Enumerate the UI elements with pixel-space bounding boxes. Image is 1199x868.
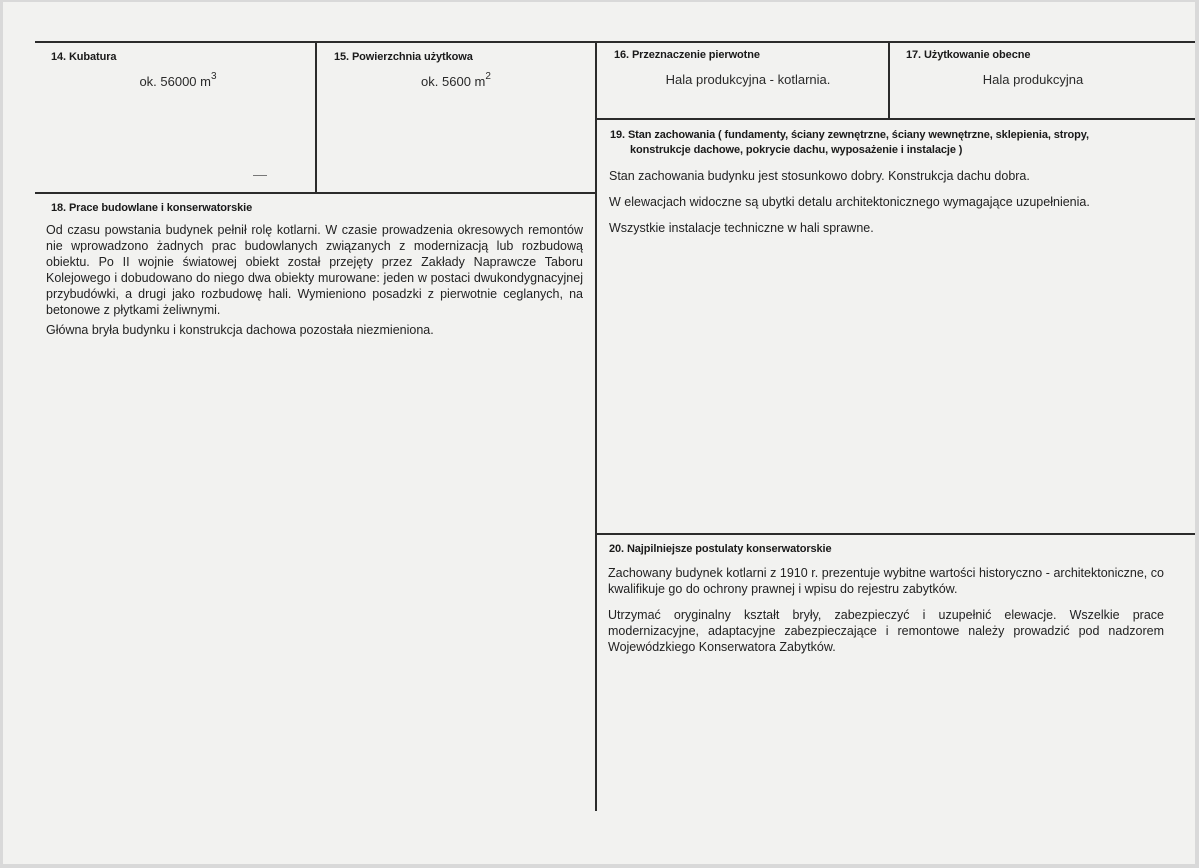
kubatura-unit-exp: 3 bbox=[210, 71, 217, 82]
top-rule bbox=[35, 41, 1195, 43]
field-15-value bbox=[341, 71, 571, 89]
field-14-label: 14. Kubatura bbox=[51, 51, 117, 63]
field-16-label: 16. Przeznaczenie pierwotne bbox=[614, 49, 760, 61]
field-18-label: 18. Prace budowlane i konserwatorskie bbox=[51, 202, 253, 214]
field-18-text: Od czasu powstania budynek pełnił rolę kotlarni. W czasie prowadzenia okresowych remontów nie wprowadzono żadnych prac budowlanych związanych z modernizacją lub rozbudową obiektu. Po II wojnie światowej obiekt został przejęty przez Zakłady Naprawcze Taboru Kolejowego i dobudowano do niego dwa obiekty murowane: jeden w postaci dwukondygnacyjnej przybudówki, a drugi jako rozbudowę hali. Wymieniono posadzki z pierwotnie ceglanych, na betonowe z płytkami żeliwnymi. bbox=[46, 223, 583, 317]
field-19-p1: Stan zachowania budynku jest stosunkowo dobry. Konstrukcja dachu dobra. bbox=[609, 169, 1030, 183]
field-17-value: Hala produkcyjna bbox=[982, 72, 1084, 87]
powierzchnia-number: ok. 5600 m bbox=[421, 74, 486, 89]
field-19-label-line2: konstrukcje dachowe, pokrycie dachu, wyposażenie i instalacje ) bbox=[630, 144, 963, 156]
rule-14-15-bottom bbox=[35, 192, 597, 194]
field-14-value bbox=[63, 71, 293, 89]
rule-16-17-bottom bbox=[595, 118, 1195, 120]
field-19-p2: W elewacjach widoczne są ubytki detalu architektonicznego wymagające uzupełnienia. bbox=[609, 195, 1090, 209]
inventory-card bbox=[3, 2, 1195, 864]
field-17-label: 17. Użytkowanie obecne bbox=[906, 49, 1031, 61]
field-19-label-line1: 19. Stan zachowania ( fundamenty, ściany zewnętrzne, ściany wewnętrzne, sklepienia, stropy, bbox=[610, 129, 1089, 141]
divider-main bbox=[595, 41, 597, 811]
field-20-p2: Utrzymać oryginalny kształt bryły, zabezpieczyć i uzupełnić elewacje. Wszelkie prace modernizacyjne, adaptacyjne zabezpieczające i remontowe należy prowadzić pod nadzorem Wojewódzkiego Konserwatora Zabytków. bbox=[608, 608, 1164, 654]
kubatura-number: ok. 56000 m bbox=[139, 74, 211, 89]
field-16-value: Hala produkcyjna - kotlarnia. bbox=[665, 72, 831, 87]
divider-16-17 bbox=[888, 41, 890, 119]
scan-mark bbox=[253, 175, 267, 176]
field-19-p3: Wszystkie instalacje techniczne w hali sprawne. bbox=[609, 221, 874, 235]
field-20-label: 20. Najpilniejsze postulaty konserwatorskie bbox=[609, 543, 832, 555]
field-15-label: 15. Powierzchnia użytkowa bbox=[334, 51, 473, 63]
divider-14-15 bbox=[315, 41, 317, 193]
field-18-text-2: Główna bryła budynku i konstrukcja dachowa pozostała niezmieniona. bbox=[46, 323, 434, 337]
field-20-p1: Zachowany budynek kotlarni z 1910 r. prezentuje wybitne wartości historyczno - architektoniczne, co kwalifikuje go do ochrony prawnej i wpisu do rejestru zabytków. bbox=[608, 566, 1164, 596]
powierzchnia-unit-exp: 2 bbox=[485, 71, 491, 82]
rule-19-bottom bbox=[595, 533, 1195, 535]
